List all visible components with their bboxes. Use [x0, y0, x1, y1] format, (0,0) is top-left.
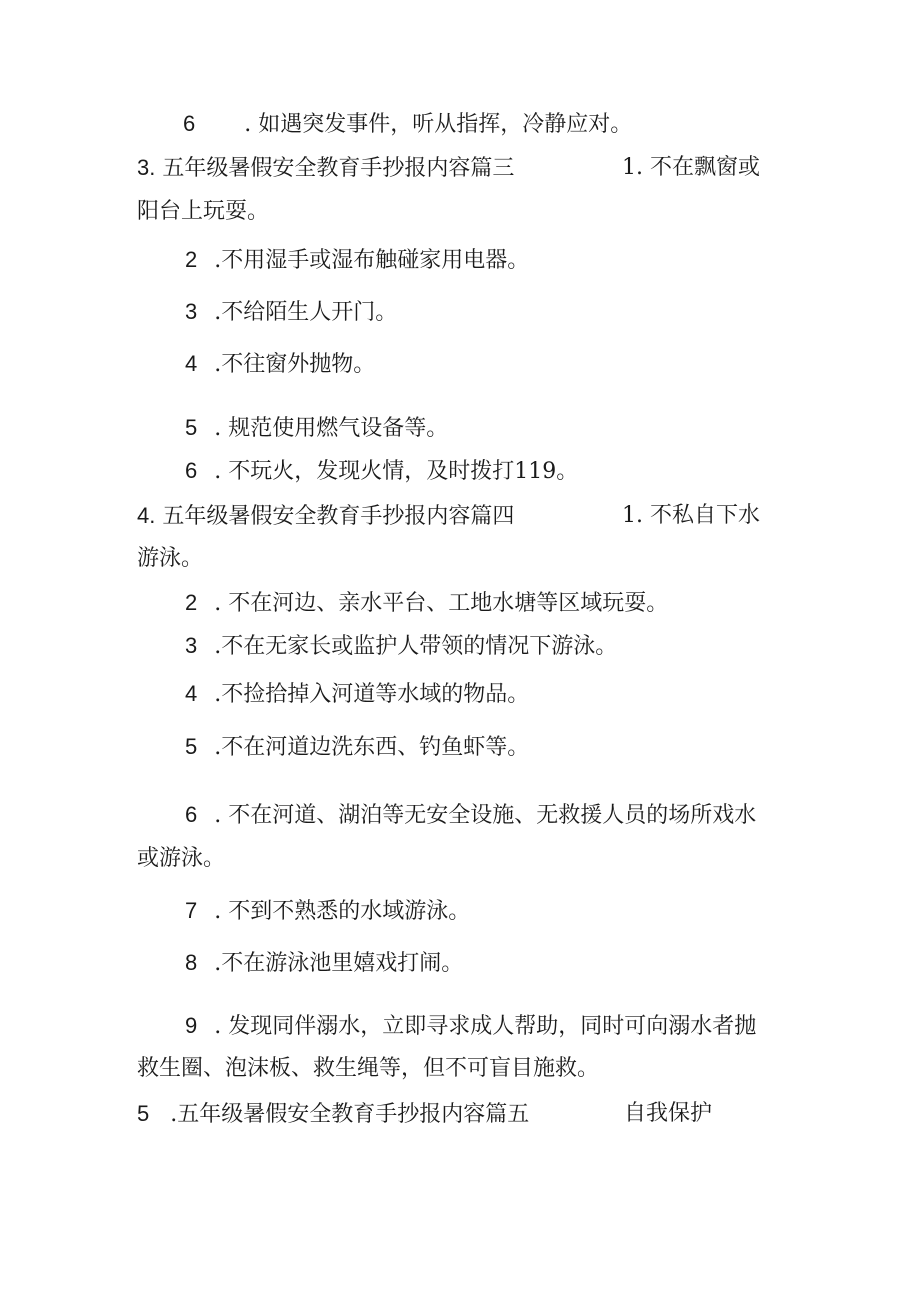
item-text: 救生圈、泡沫板、救生绳等，但不可盲目施救。 — [137, 1056, 600, 1081]
item-text: . 不到不熟悉的水域游泳。 — [214, 899, 471, 924]
list-item — [185, 246, 529, 275]
item-text: .不在无家长或监护人带领的情况下游泳。 — [214, 634, 618, 659]
item-number: 2 — [185, 247, 198, 272]
list-item — [185, 414, 448, 443]
continuation-text — [137, 198, 269, 226]
inline-item: 1. 不在飘窗或 — [622, 155, 760, 180]
list-item — [185, 632, 617, 661]
item-text: . 规范使用燃气设备等。 — [214, 416, 449, 441]
item-text: 阳台上玩耍。 — [137, 199, 270, 224]
item-text: .不在游泳池里嬉戏打闹。 — [214, 951, 464, 976]
item-text: . 不玩火，发现火情，及时拨打119。 — [214, 459, 579, 484]
list-item — [185, 801, 756, 830]
list-item — [183, 110, 632, 139]
item-text: . 如遇突发事件，听从指挥，冷静应对。 — [244, 112, 633, 137]
item-text: 游泳。 — [137, 546, 204, 571]
list-item — [185, 457, 578, 486]
item-text: .不在河道边洗东西、钓鱼虾等。 — [214, 735, 530, 760]
list-item — [185, 589, 668, 618]
item-number: 8 — [185, 950, 198, 975]
item-text: . 不在河道、湖泊等无安全设施、无救援人员的场所戏水 — [214, 803, 757, 828]
continuation-text — [137, 545, 203, 573]
list-item — [185, 949, 463, 978]
item-number: 4 — [185, 681, 198, 706]
item-number: 6 — [183, 111, 196, 136]
inline-item: 1. 不私自下水 — [622, 503, 760, 528]
item-number: 9 — [185, 1013, 198, 1038]
list-item — [185, 680, 529, 709]
item-number: 3 — [185, 299, 198, 324]
item-text: .不用湿手或湿布触碰家用电器。 — [214, 248, 530, 273]
list-item — [185, 897, 470, 926]
item-number: 7 — [185, 898, 198, 923]
item-text: .不给陌生人开门。 — [214, 300, 398, 325]
continuation-text — [137, 845, 225, 873]
list-item — [185, 298, 397, 327]
section-number: 4. — [137, 503, 156, 528]
section-heading — [137, 154, 514, 183]
inline-item: 自我保护 — [624, 1101, 713, 1126]
item-number: 5 — [185, 415, 198, 440]
item-text: . 发现同伴溺水，立即寻求成人帮助，同时可向溺水者抛 — [214, 1014, 757, 1039]
item-text: .不捡拾掉入河道等水域的物品。 — [214, 682, 530, 707]
item-text: .不往窗外抛物。 — [214, 352, 376, 377]
item-number: 3 — [185, 633, 198, 658]
item-number: 4 — [185, 351, 198, 376]
item-number: 5 — [185, 734, 198, 759]
list-item — [185, 1012, 756, 1041]
item-number: 6 — [185, 458, 198, 483]
list-item — [185, 733, 529, 762]
item-number: 2 — [185, 590, 198, 615]
item-text: 或游泳。 — [137, 846, 226, 871]
section-title: 五年级暑假安全教育手抄报内容篇三 — [162, 156, 515, 181]
section-heading — [137, 502, 514, 531]
section-number: 3. — [137, 155, 156, 180]
item-number: 6 — [185, 802, 198, 827]
list-item — [185, 350, 375, 379]
section-title: .五年级暑假安全教育手抄报内容篇五 — [170, 1102, 530, 1127]
section-heading — [137, 1100, 529, 1129]
section-number: 5 — [137, 1101, 150, 1126]
continuation-text — [137, 1055, 599, 1083]
item-text: . 不在河边、亲水平台、工地水塘等区域玩耍。 — [214, 591, 669, 616]
section-title: 五年级暑假安全教育手抄报内容篇四 — [162, 504, 515, 529]
